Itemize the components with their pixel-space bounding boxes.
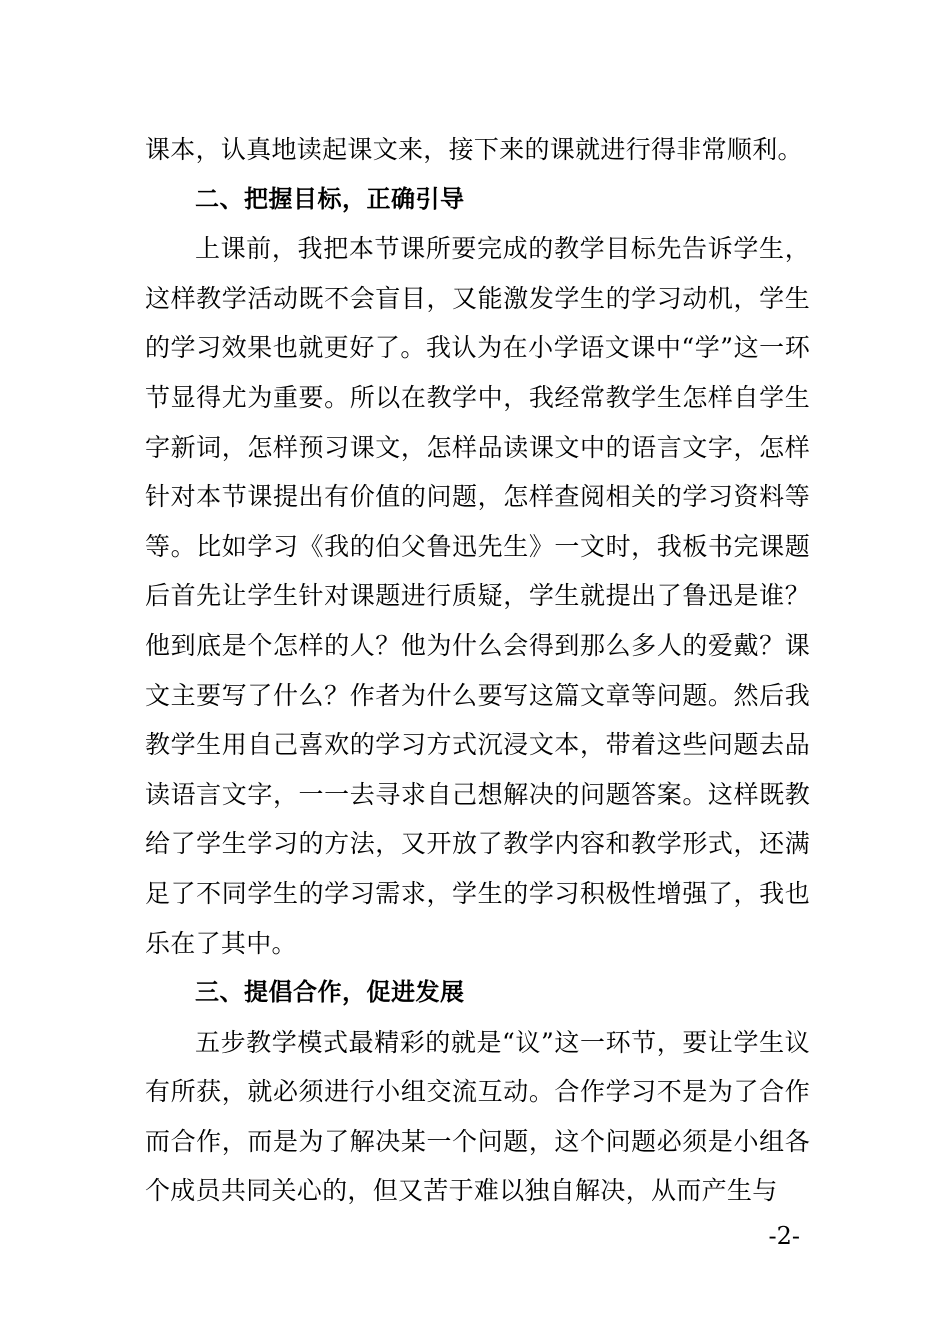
section-heading-2: 二、把握目标，正确引导 <box>195 184 465 213</box>
page-number: -2- <box>768 1222 800 1250</box>
body-text <box>145 125 810 1216</box>
paragraph-continuation: 课本，认真地读起课文来，接下来的课就进行得非常顺利。 <box>145 135 803 164</box>
section-heading-3: 三、提倡合作，促进发展 <box>195 978 465 1007</box>
paragraph-cooperation: 五步教学模式最精彩的就是“议”这一环节，要让学生议有所获，就必须进行小组交流互动。合作学习不是为了合作而合作，而是为了解决某一个问题，这个问题必须是小组各个成员共同关心的，但又苦于难以独自解决，从而产生与 <box>145 1027 810 1206</box>
paragraph-learning-goals: 上课前，我把本节课所要完成的教学目标先告诉学生，这样教学活动既不会盲目，又能激发学生的学习动机，学生的学习效果也就更好了。我认为在小学语文课中“学”这一环节显得尤为重要。所以在教学中，我经常教学生怎样自学生字新词，怎样预习课文，怎样品读课文中的语言文字，怎样针对本节课提出有价值的问题，怎样查阅相关的学习资料等等。比如学习《我的伯父鲁迅先生》一文时，我板书完课题后首先让学生针对课题进行质疑，学生就提出了鲁迅是谁？他到底是个怎样的人？他为什么会得到那么多人的爱戴？课文主要写了什么？作者为什么要写这篇文章等问题。然后我教学生用自己喜欢的学习方式沉浸文本，带着这些问题去品读语言文字，一一去寻求自己想解决的问题答案。这样既教给了学生学习的方法，又开放了教学内容和教学形式，还满足了不同学生的学习需求，学生的学习积极性增强了，我也乐在了其中。 <box>145 234 810 958</box>
